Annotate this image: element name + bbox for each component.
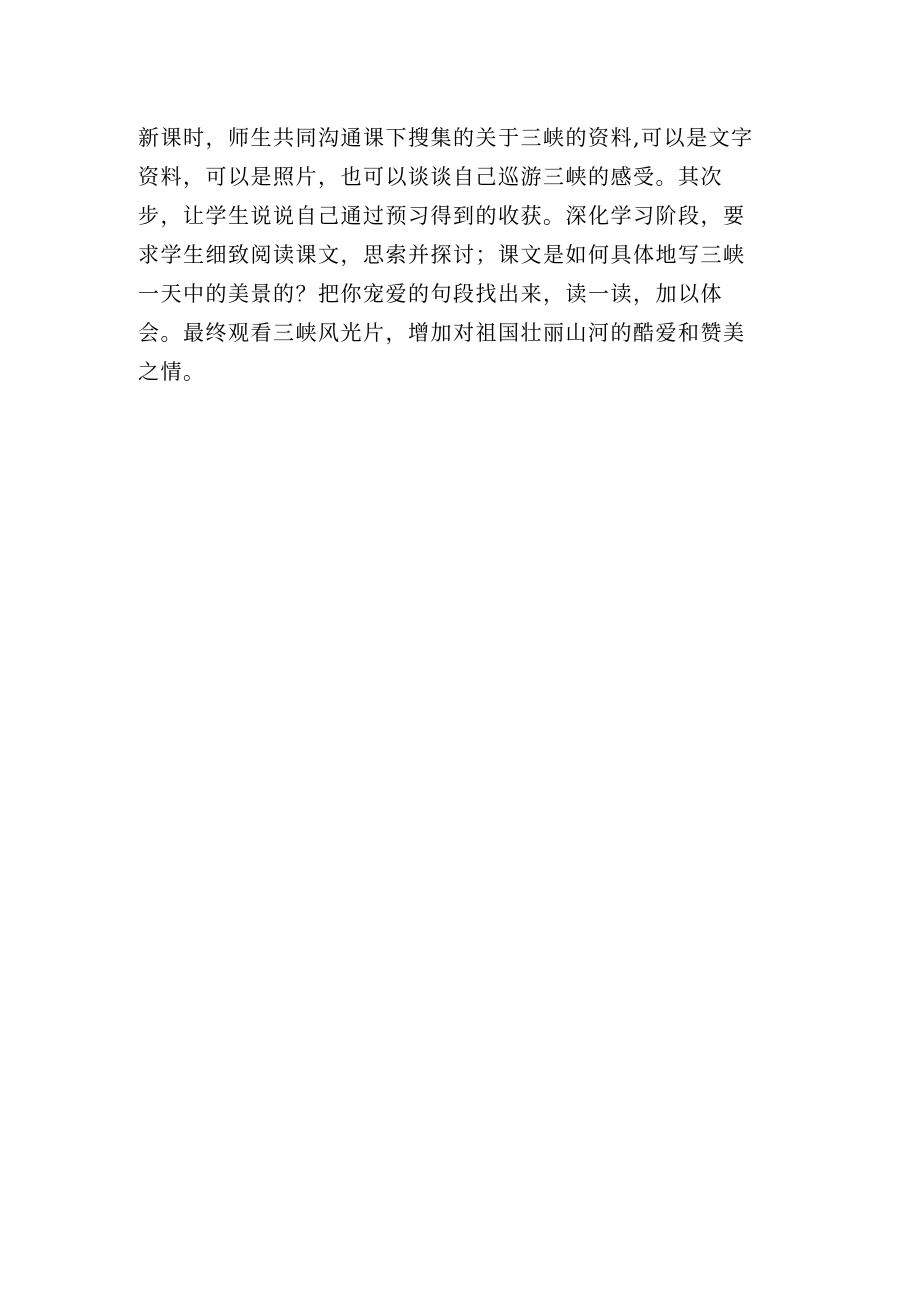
- paragraph-line: 之情。: [138, 360, 206, 384]
- paragraph-line: 步，让学生说说自己通过预习得到的收获。深化学习阶段，要: [138, 204, 746, 228]
- paragraph-line: 资料，可以是照片，也可以谈谈自己巡游三峡的感受。其次: [138, 165, 723, 189]
- paragraph-line: 会。最终观看三峡风光片，增加对祖国壮丽山河的酷爱和赞美: [138, 321, 746, 345]
- body-paragraph: [138, 119, 788, 392]
- paragraph-line: 求学生细致阅读课文，思索并探讨；课文是如何具体地写三峡: [138, 243, 746, 267]
- paragraph-line: 新课时，师生共同沟通课下搜集的关于三峡的资料,可以是文字: [138, 126, 754, 150]
- paragraph-line: 一天中的美景的？把你宠爱的句段找出来，读一读，加以体: [138, 282, 723, 306]
